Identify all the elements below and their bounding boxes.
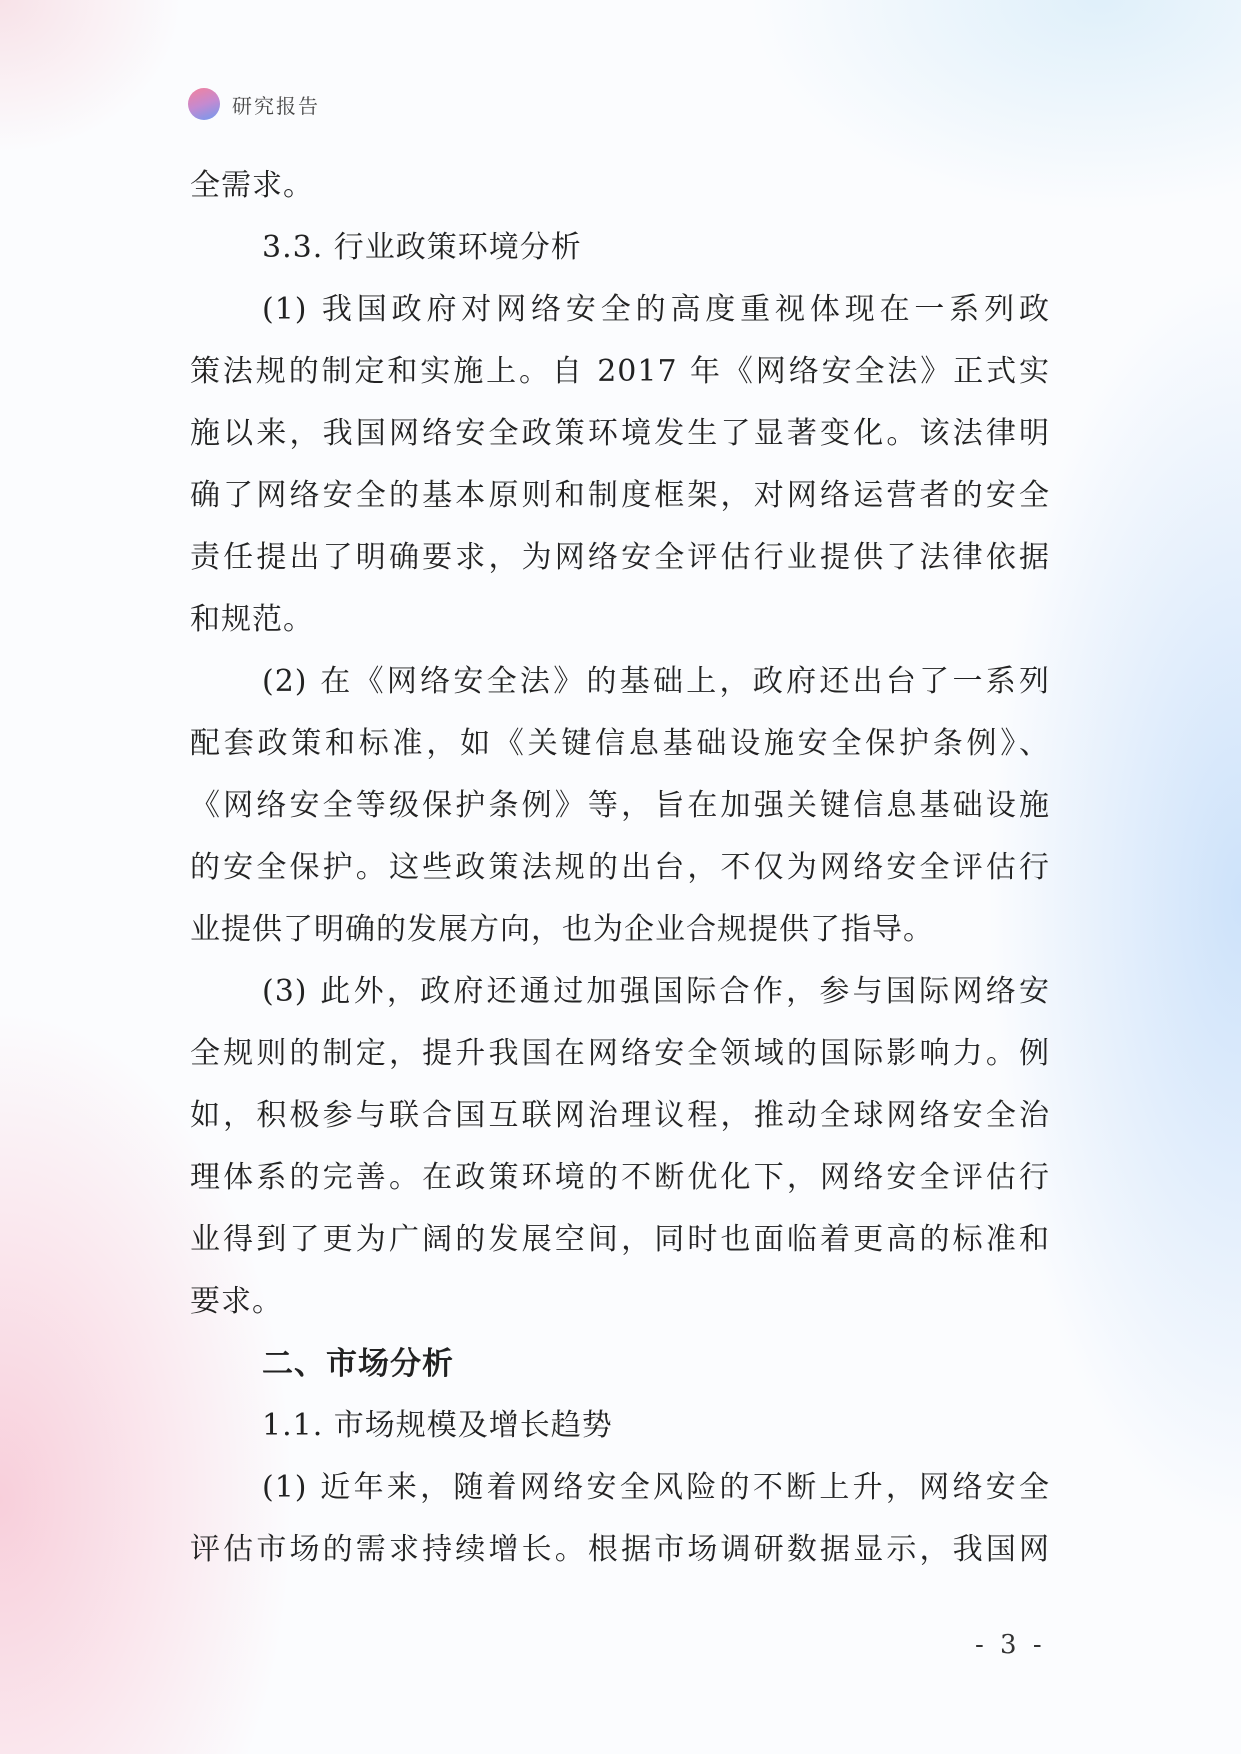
text-line: 策法规的制定和实施上。自 2017 年《网络安全法》正式实: [190, 354, 1050, 389]
logo-icon: [188, 88, 220, 120]
header-title: 研究报告: [232, 93, 320, 118]
text-line: 要求。: [190, 1284, 283, 1319]
text-line: 和规范。: [190, 602, 314, 637]
text-line: 配套政策和标准，如《关键信息基础设施安全保护条例》、: [190, 726, 1050, 761]
text-line: 全规则的制定，提升我国在网络安全领域的国际影响力。例: [190, 1036, 1050, 1071]
text-line: (3) 此外，政府还通过加强国际合作，参与国际网络安: [262, 974, 1050, 1009]
page-number: - 3 -: [975, 1630, 1046, 1660]
text-line: 责任提出了明确要求，为网络安全评估行业提供了法律依据: [190, 540, 1050, 575]
text-line: 《网络安全等级保护条例》等，旨在加强关键信息基础设施: [190, 788, 1050, 823]
text-line: 理体系的完善。在政策环境的不断优化下，网络安全评估行: [190, 1160, 1050, 1195]
text-line: (1) 近年来，随着网络安全风险的不断上升，网络安全: [262, 1470, 1050, 1505]
text-line: 全需求。: [190, 168, 314, 203]
text-line: (2) 在《网络安全法》的基础上，政府还出台了一系列: [262, 664, 1050, 699]
chapter-heading: 二、市场分析: [262, 1346, 454, 1382]
text-line: 的安全保护。这些政策法规的出台，不仅为网络安全评估行: [190, 850, 1050, 885]
text-line: 确了网络安全的基本原则和制度框架，对网络运营者的安全: [190, 478, 1050, 513]
page-header: [188, 88, 320, 120]
text-line: 业得到了更为广阔的发展空间，同时也面临着更高的标准和: [190, 1222, 1050, 1257]
body-text: [190, 155, 1050, 1581]
section-heading: 1.1. 市场规模及增长趋势: [262, 1408, 613, 1443]
text-line: 业提供了明确的发展方向，也为企业合规提供了指导。: [190, 912, 934, 947]
text-line: (1) 我国政府对网络安全的高度重视体现在一系列政: [262, 292, 1050, 327]
text-line: 施以来，我国网络安全政策环境发生了显著变化。该法律明: [190, 416, 1050, 451]
section-heading: 3.3. 行业政策环境分析: [262, 230, 582, 265]
text-line: 如，积极参与联合国互联网治理议程，推动全球网络安全治: [190, 1098, 1050, 1133]
text-line: 评估市场的需求持续增长。根据市场调研数据显示，我国网: [190, 1532, 1050, 1567]
